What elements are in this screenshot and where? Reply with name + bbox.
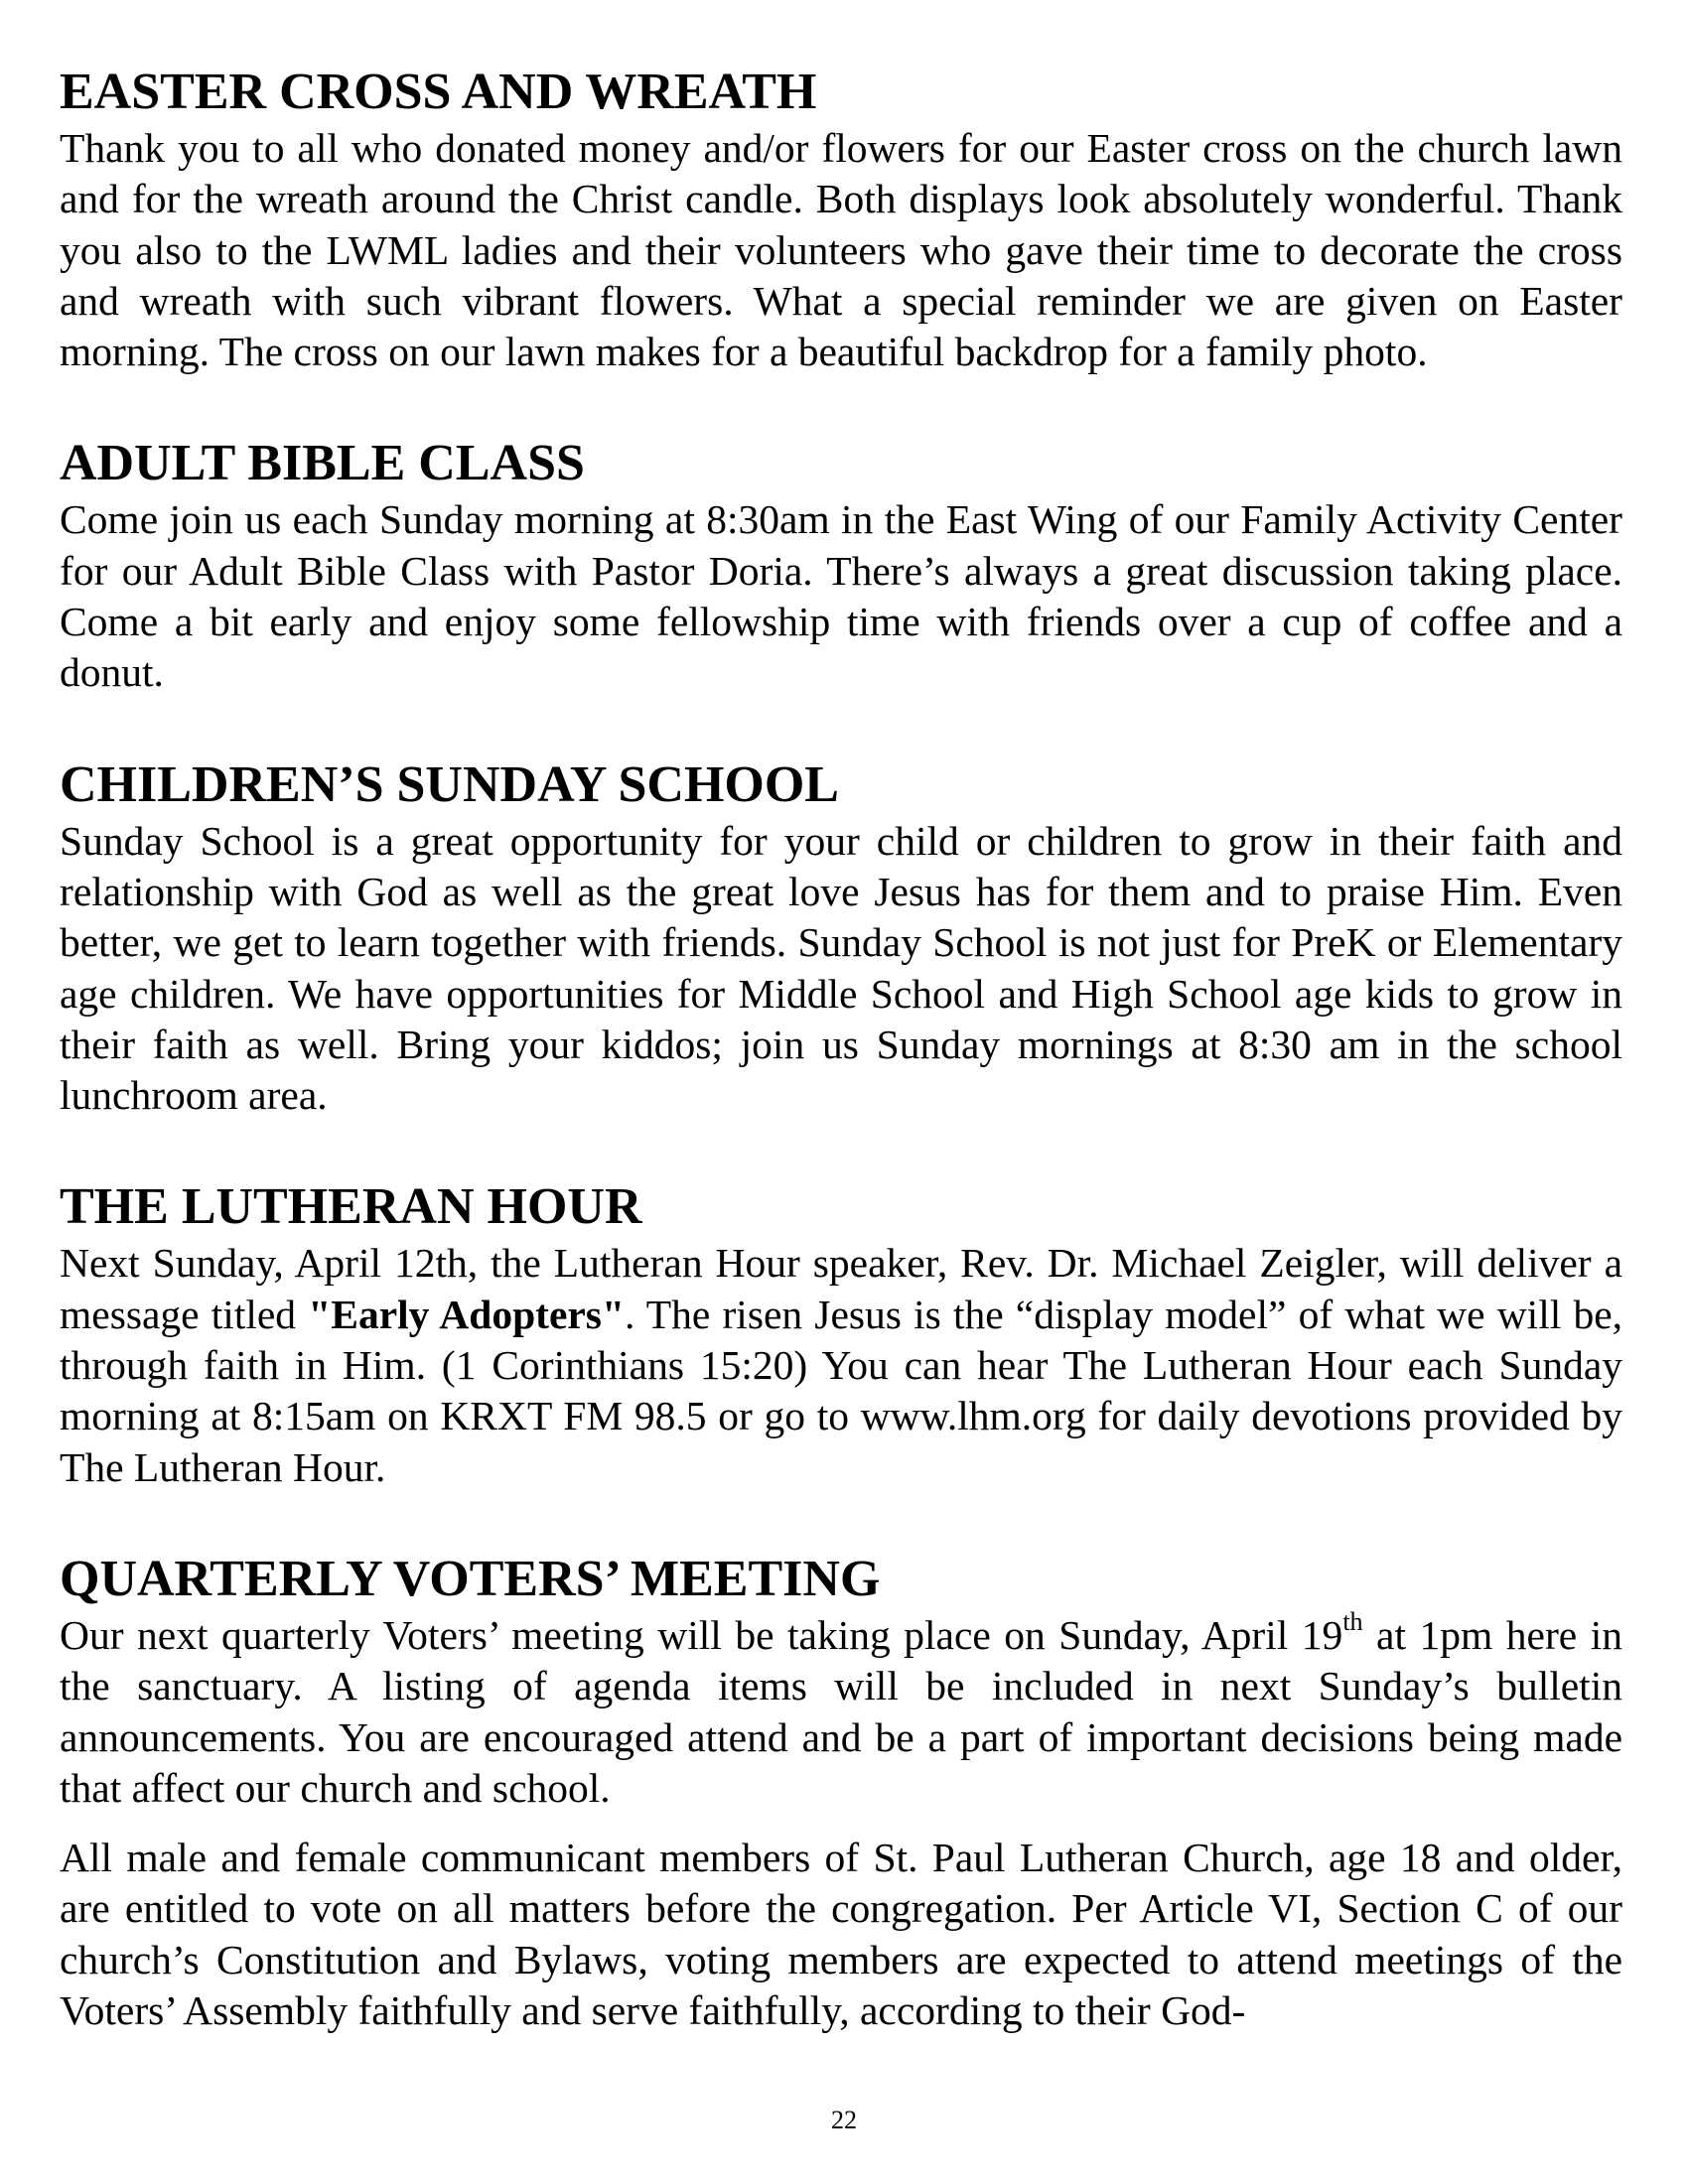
section-body: Sunday School is a great opportunity for your child or children to grow in their faith and relationship with God as well as the great love Jesus has for them and to praise Him. Even better, we get to learn together with friends. Sunday School is not just for PreK or Elementary age children. We have opportunities for Middle School and High School age kids to grow in their faith as well. Bring your kiddos; join us Sunday mornings at 8:30 am in the school lunchroom area. <box>60 817 1622 1119</box>
body-text: . The risen Jesus is the “display model” of what we will be, through faith in Him. (1 Corinthians 15:20) You can hear The Lutheran Hour each Sunday morning at 8:15am on KRXT FM 98.5 or go to www.lhm.org for daily devotions provided by The Lutheran Hour. <box>60 1291 1622 1490</box>
section-heading: QUARTERLY VOTERS’ MEETING <box>60 1550 881 1607</box>
section-childrens-sunday-school <box>60 754 1622 1122</box>
section-body <box>60 1607 1622 1814</box>
page-number: 22 <box>831 2106 857 2134</box>
section-quarterly-voters-meeting <box>60 1549 1622 2036</box>
section-lutheran-hour <box>60 1176 1622 1492</box>
section-easter-cross <box>60 62 1622 377</box>
section-heading: THE LUTHERAN HOUR <box>60 1178 642 1236</box>
section-heading: EASTER CROSS AND WREATH <box>60 64 817 120</box>
section-body <box>60 1238 1622 1492</box>
section-adult-bible-class <box>60 433 1622 698</box>
ordinal-suffix: th <box>1342 1607 1363 1637</box>
section-body: Thank you to all who donated money and/or flowers for our Easter cross on the church lawn and for the wreath around the Christ candle. Both displays look absolutely wonderful. Thank you also to the LWML ladies and their volunteers who gave their time to decorate the cross and wreath with such vibrant flowers. What a special reminder we are given on Easter morning. The cross on our lawn makes for a beautiful backdrop for a family photo. <box>60 125 1622 375</box>
body-text: Next Sunday, April 12th, the Lutheran Hour speaker, Rev. Dr. Michael Zeigler, will deliver a message titled <box>60 1240 1622 1337</box>
message-title: "Early Adopters" <box>308 1291 625 1337</box>
section-heading: CHILDREN’S SUNDAY SCHOOL <box>60 755 839 813</box>
section-body: Come join us each Sunday morning at 8:30am in the East Wing of our Family Activity Center for our Adult Bible Class with Pastor Doria. There’s always a great discussion taking place. Come a bit early and enjoy some fellowship time with friends over a cup of coffee and a donut. <box>60 496 1622 696</box>
section-body-2: All male and female communicant members of St. Paul Lutheran Church, age 18 and older, are entitled to vote on all matters before the congregation. Per Article VI, Section C of our church’s Constitution and Bylaws, voting members are expected to attend meetings of the Voters’ Assembly faithfully and serve faithfully, according to their God- <box>60 1835 1622 2034</box>
newsletter-page <box>60 62 1622 2036</box>
body-text: Our next quarterly Voters’ meeting will be taking place on Sunday, April 19 <box>60 1611 1343 1658</box>
body-text: at 1pm here in the sanctuary. A listing of agenda items will be included in next Sunday’s bulletin announcements. You are encouraged attend and be a part of important decisions being made that affect our church and school. <box>60 1611 1622 1811</box>
section-heading: ADULT BIBLE CLASS <box>60 435 585 492</box>
